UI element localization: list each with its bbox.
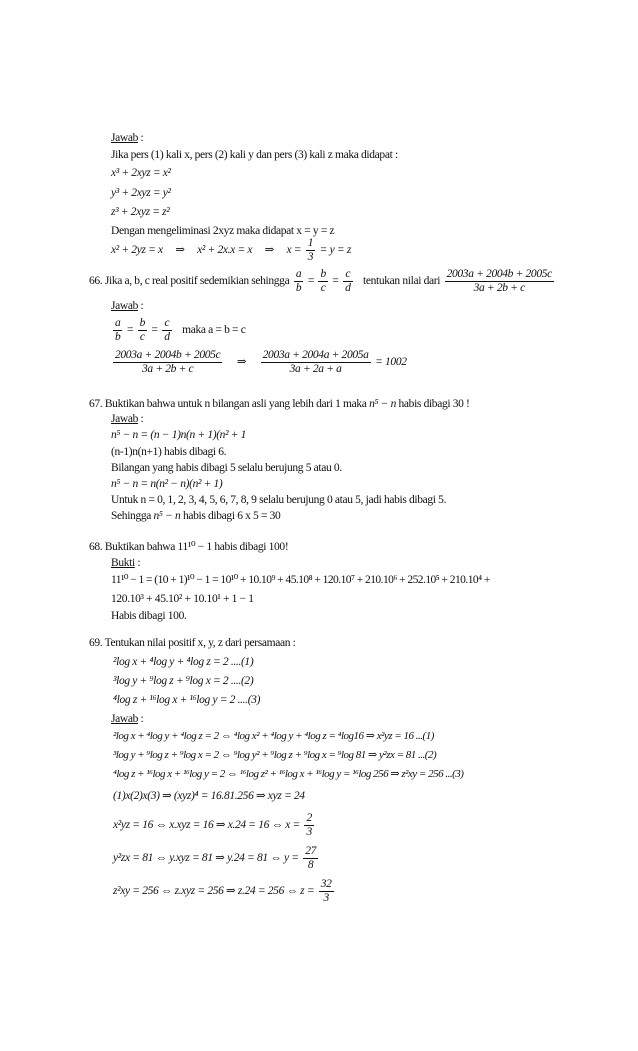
q67-expr: n⁵ − n [369,398,396,410]
q66-f3-den: d [345,281,351,294]
q67-line1: n⁵ − n = (n − 1)n(n + 1)(n² + 1 [111,429,247,441]
q68-line1: 11¹⁰ − 1 = (10 + 1)¹⁰ − 1 = 10¹⁰ + 10.10⁹ + 45.10⁸ + 120.10⁷ + 210.10⁶ + 252.10⁵ + 210.10⁴ + [111,574,490,586]
q66-sol2-den: 3a + 2a + a [289,362,342,375]
q66-sol1-num: 2003a + 2004b + 2005c [115,348,221,361]
q66-ans-frac-2 [138,317,147,344]
q65-text2: Dengan mengeliminasi 2xyz maka didapat x = y = z [111,225,335,237]
q67-jawab-label: Jawab [111,413,138,425]
q65-frac-den: 3 [307,250,314,263]
q66-ans-frac-3 [162,317,171,344]
q66-sol-frac-1 [113,349,222,376]
q67-text-post: habis dibagi 30 ! [398,398,470,410]
q66-f2-den: c [320,281,326,294]
q69-step2: ³log y + ⁹log z + ⁹log x = 2 ⇔ ⁹log y² + ⁹log z + ⁹log x = ⁹log 81 ⇒ y²zx = 81 ...(2) [113,749,437,761]
q65-fraction [306,237,315,264]
q66-f2-num: b [320,267,326,280]
q66-jawab-colon: : [140,300,144,312]
q69-step4: (1)x(2)x(3) ⇒ (xyz)⁴ = 16.81.256 ⇒ xyz = 24 [113,790,305,802]
q68-question [89,540,288,554]
q65-eq4c-pre: x = [286,244,302,256]
q65-text1: Jika pers (1) kali x, pers (2) kali y dan pers (3) kali z maka didapat : [111,149,398,161]
q66-question [89,266,556,296]
q66-f1-num: a [295,267,302,280]
q69-x-num: 2 [306,811,312,824]
q68-bukti-colon: : [137,557,141,569]
q67-jawab-colon: : [140,413,144,425]
q66-big-num: 2003a + 2004b + 2005c [446,267,552,280]
q69-jawab-colon: : [140,713,144,725]
q67-line4: n⁵ − n = n(n² − n)(n² + 1) [111,478,223,490]
q65-eq4c-post: = y = z [319,244,351,256]
q66-ans-eq-1: = [126,324,134,336]
q66-ans-f1-den: b [115,330,121,343]
q68-bukti-line [111,556,140,570]
q67-text-pre: 67. Buktikan bahwa untuk n bilangan asli yang lebih dari 1 maka [89,398,367,410]
q65-eq1: x³ + 2xyz = x² [111,167,171,179]
q69-x-line [113,810,316,840]
q66-frac-b-c [318,268,327,295]
q66-sol1-den: 3a + 2b + c [142,362,194,375]
q66-ans-f2-num: b [139,316,146,329]
q66-ans-frac-1 [113,317,122,344]
q66-frac-c-d [343,268,352,295]
q69-z-fraction [319,878,334,905]
q66-ans-f3-den: d [164,330,170,343]
q66-f1-den: b [295,281,302,294]
q66-maka: maka a = b = c [182,324,246,336]
q69-x-pre: x²yz = 16 ⇔ x.xyz = 16 ⇒ x.24 = 16 ⇔ x = [113,819,300,831]
q69-step1: ²log x + ⁴log y + ⁴log z = 2 ⇔ ⁴log x² + ⁴log y + ⁴log z = ⁴log16 ⇒ x²yz = 16 ...(1) [113,730,434,742]
q65-eq3: z³ + 2xyz = z² [111,206,170,218]
q69-z-den: 3 [323,891,329,904]
q67-line3: Bilangan yang habis dibagi 5 selalu berujung 5 atau 0. [111,462,342,474]
q68-text-post: habis dibagi 100! [214,541,289,553]
q67-line2: (n-1)n(n+1) habis dibagi 6. [111,446,227,458]
q69-z-line [113,876,336,906]
q66-ans-eq-2: = [151,324,158,336]
q69-x-fraction [304,812,313,839]
q65-eq4 [111,236,351,264]
q69-x-den: 3 [306,825,312,838]
q66-result: = 1002 [375,356,407,368]
q66-sol-frac-2 [261,349,371,376]
q66-jawab-line [111,299,143,313]
q66-eq-1: = [307,275,314,287]
q66-ans-f3-num: c [162,317,171,331]
q68-line3: Habis dibagi 100. [111,610,187,622]
q69-eq3: ⁴log z + ¹⁶log x + ¹⁶log y = 2 ....(3) [113,694,261,706]
q66-solution-line [111,347,407,377]
q67-jawab-line [111,412,143,426]
q68-expr: 11¹⁰ − 1 [177,541,212,553]
q65-arrow-2: ⇒ [264,244,274,256]
q69-jawab-line [111,712,143,726]
q69-eq2: ³log y + ⁹log z + ⁹log x = 2 ....(2) [113,675,254,687]
q67-line5: Untuk n = 0, 1, 2, 3, 4, 5, 6, 7, 8, 9 selalu berujung 0 atau 5, jadi habis dibagi 5. [111,494,447,506]
q65-eq4b: x² + 2x.x = x [197,244,253,256]
q65-jawab-line [111,131,143,145]
q66-arrow: ⇒ [236,356,247,368]
q66-big-den: 3a + 2b + c [473,281,525,294]
q65-eq4a: x² + 2yz = x [111,244,163,256]
q66-ratio-line [111,315,245,345]
q69-y-fraction [303,845,318,872]
q69-z-pre: z²xy = 256 ⇔ z.xyz = 256 ⇒ z.24 = 256 ⇔ z = [113,885,315,897]
q67-line6-expr: n⁵ − n [153,510,181,522]
q69-y-num: 27 [305,844,317,857]
q69-z-num: 32 [320,877,332,890]
q65-jawab-label: Jawab [111,132,138,144]
q65-frac-num: 1 [307,236,314,249]
q69-eq1: ²log x + ⁴log y + ⁴log z = 2 ....(1) [113,656,254,668]
q69-y-line [113,843,320,873]
q68-bukti-label: Bukti [111,557,135,569]
q67-line6-pre: Sehingga [111,510,151,522]
q68-line2: 120.10³ + 45.10² + 10.10¹ + 1 − 1 [111,593,254,605]
q66-text2: tentukan nilai dari [363,275,441,287]
q66-ans-f2-den: c [139,330,145,343]
q69-jawab-label: Jawab [111,713,138,725]
q69-step3: ⁴log z + ¹⁶log x + ¹⁶log y = 2 ⇔ ¹⁶log z² + ¹⁶log x + ¹⁶log y = ¹⁶log 256 ⇒ z²xy = 256 ...(3) [113,768,464,780]
q66-text: 66. Jika a, b, c real positif sedemikian sehingga [89,275,290,287]
q67-line6-post: habis dibagi 6 x 5 = 30 [182,510,281,522]
q66-frac-a-b [294,268,303,295]
q66-sol2-num: 2003a + 2004a + 2005a [262,348,369,361]
q69-question: 69. Tentukan nilai positif x, y, z dari persamaan : [89,637,296,649]
q69-y-pre: y²zx = 81 ⇔ y.xyz = 81 ⇒ y.24 = 81 ⇔ y = [113,852,299,864]
q66-ans-f1-num: a [115,316,121,329]
q66-jawab-label: Jawab [111,300,138,312]
q67-question [89,397,470,411]
q65-eq2: y³ + 2xyz = y² [111,187,171,199]
q65-jawab-colon: : [140,132,144,144]
q66-f3-num: c [343,268,352,282]
q68-text-pre: 68. Buktikan bahwa [89,541,176,553]
q69-y-den: 8 [307,858,314,871]
q66-big-fraction [445,268,554,295]
q65-arrow-1: ⇒ [175,244,185,256]
q66-eq-2: = [332,275,339,287]
q67-line6 [111,509,280,523]
